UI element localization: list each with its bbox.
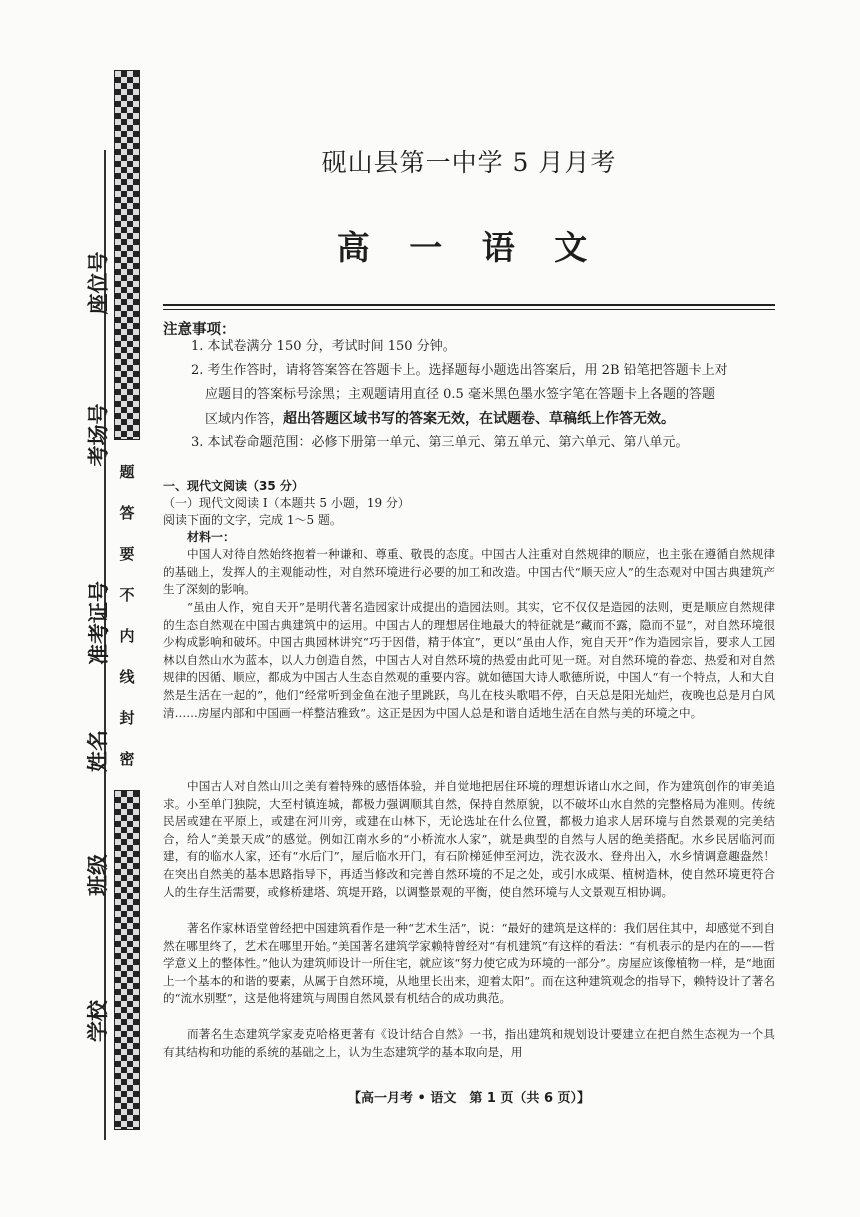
instruction: 阅读下面的文字，完成 1～5 题。	[163, 513, 342, 527]
school-label: 学校	[86, 1000, 110, 1042]
notice-warning: 超出答题区域书写的答案无效，在试题卷、草稿纸上作答无效。	[283, 411, 676, 427]
paragraph: 著名作家林语堂曾经把中国建筑看作是一种“艺术生活”，说：“最好的建筑是这样的：我们居住其中，却感觉不到自然在哪里终了，艺术在哪里开始。”美国著名建筑学家赖特曾经对“有机建筑”有这样的看法：“有机表示的是内在的——哲学意义上的整体性。”他认为建筑师设计一所住宅，就应该“努力使它成为环境的一部分”。房屋应该像植物一样，是“地面上一个基本的和谐的要素，从属于自然环境，从地里长出来，迎着太阳”。而在这种建筑观念的指导下，赖特设计了著名的“流水别墅”，这是他将建筑与周围自然风景有机结合的成功典范。	[163, 921, 775, 1006]
paragraph: “虽由人作，宛自天开”是明代著名造园家计成提出的造园法则。其实，它不仅仅是造园的法则，更是顺应自然规律的生态自然观在中国古典建筑中的运用。中国古人的理想居住地最大的特征就是“藏而不露，隐而不显”，对自然环境很少构成影响和破坏。中国古典园林讲究“巧于因借，精于体宜”，更以“虽由人作，宛自天开”作为造园宗旨，要求人工园林以自然山水为蓝本，以人力创造自然，中国古人对自然环境的热爱由此可见一斑。对自然环境的眷恋、热爱和对自然规律的因循、顺应，都成为中国古人生态自然观的重要内容。就如德国大诗人歌德所说，中国人“有一个特点，人和大自然是生活在一起的”，他们“经常听到金鱼在池子里跳跃，鸟儿在枝头歌唱不停，白天总是阳光灿烂，夜晚也总是月白风清……房屋内部和中国画一样整洁雅致”。这正是因为中国人总是和谐自适地生活在自然与美的环境之中。	[163, 600, 775, 720]
school-title: 砚山县第一中学 5 月月考	[321, 148, 617, 177]
seal-char: 封	[119, 709, 135, 727]
notice-title: 注意事项：	[163, 322, 236, 338]
binding-margin	[0, 0, 160, 1217]
subsection-heading: （一）现代文阅读 Ⅰ（本题共 5 小题，19 分）	[163, 496, 410, 510]
class-label: 班级	[86, 854, 110, 896]
paragraph: 中国人对待自然始终抱着一种谦和、尊重、敬畏的态度。中国古人注重对自然规律的顺应，也主张在遵循自然规律的基础上，发挥人的主观能动性，对自然环境进行必要的加工和改造。中国古代“顺天应人”的生态观对中国古典建筑产生了深刻的影响。	[163, 547, 775, 597]
seal-char: 密	[119, 750, 135, 768]
admission-number-label: 准考证号	[87, 581, 111, 665]
seat-number-label: 座位号	[86, 251, 111, 315]
section-heading: 一、现代文阅读（35 分）	[163, 479, 304, 493]
seal-char: 题	[119, 463, 135, 481]
notice-item-3: 3. 本试卷命题范围：必修下册第一单元、第三单元、第五单元、第六单元、第八单元。	[191, 435, 689, 450]
page-footer: 【高一月考 • 语文 第 1 页（共 6 页）】	[347, 1091, 591, 1106]
notice-item-1: 1. 本试卷满分 150 分，考试时间 150 分钟。	[191, 339, 456, 354]
seal-line-text	[116, 452, 138, 780]
subject-title: 高 一 语 文	[336, 228, 602, 267]
paragraph: 中国古人对自然山川之美有着特殊的感悟体验，并自觉地把居住环境的理想诉诸山水之间，作为建筑创作的审美追求。小至单门独院，大至村镇连城，都极力强调顺其自然，保持自然原貌，以不破坏山水自然的完整格局为准则。传统民居或建在平原上，或建在河川旁，或建在山林下，无论选址在什么位置，都极力追求人居环境与自然景观的完美结合，给人“美景天成”的感觉。例如江南水乡的“小桥流水人家”，就是典型的自然与人居的绝美搭配。水乡民居临河而建，有的临水人家，还有“水后门”，屋后临水开门，有石阶梯延伸至河边，洗衣汲水、登舟出入，水乡情调意趣盎然！在突出自然美的基本思路指导下，再适当修改和完善自然环境的不足之处，或引水成渠、植树造林，使自然环境更符合人的生存生活需要，或修桥建塔、筑堤开路，以调整景观的平衡，使自然环境与人文景观互相协调。	[163, 779, 775, 899]
binding-strip-bottom	[114, 790, 140, 1130]
seal-char: 内	[119, 627, 135, 645]
seal-char: 答	[119, 504, 135, 522]
divider-thick	[163, 304, 775, 306]
name-label: 姓名	[86, 730, 110, 772]
divider-thin	[163, 309, 775, 310]
notice-item-2-line-1: 2. 考生作答时，请将答案答在答题卡上。选择题每小题选出答案后，用 2B 铅笔把答题卡上对	[191, 363, 728, 378]
seal-char: 要	[119, 545, 135, 563]
seal-char: 线	[119, 668, 135, 686]
material-label: 材料一：	[187, 530, 236, 544]
binding-strip-top	[114, 70, 140, 440]
paragraph: 而著名生态建筑学家麦克哈格更著有《设计结合自然》一书，指出建筑和规划设计要建立在把自然生态视为一个具有其结构和功能的系统的基础之上，认为生态建筑学的基本取向是，用	[163, 1027, 775, 1059]
notice-item-2-line-2: 应题目的答案标号涂黑；主观题请用直径 0.5 毫米黑色墨水签字笔在答题卡上各题的答题	[205, 387, 715, 402]
notice-item-2-line-3	[205, 407, 675, 432]
seal-char: 不	[119, 586, 135, 604]
exam-room-label: 考场号	[86, 403, 111, 467]
notice-item-2-text: 区域内作答，	[205, 412, 284, 427]
